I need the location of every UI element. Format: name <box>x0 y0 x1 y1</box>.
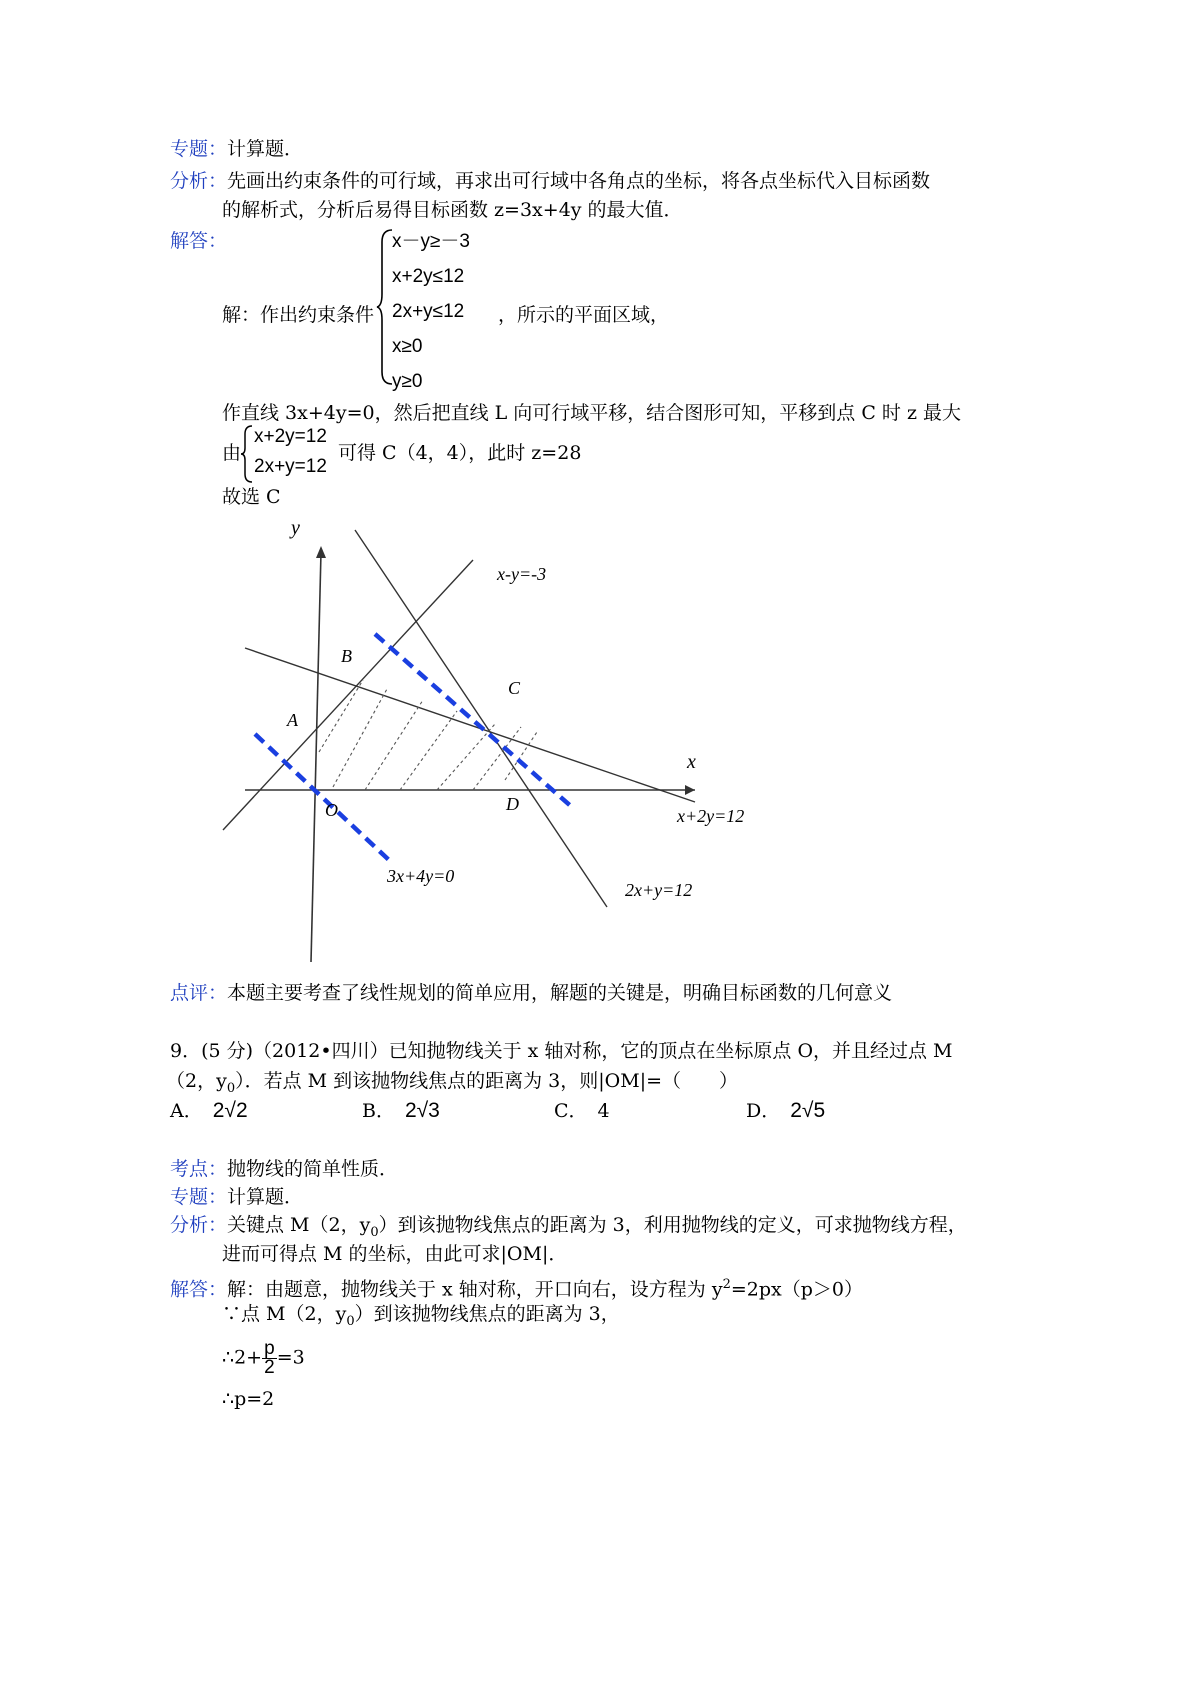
question9-line-1: 9．(5 分)（2012•四川）已知抛物线关于 x 轴对称，它的顶点在坐标原点 O，并且经过点 M <box>170 1040 953 1062</box>
axis-label-x: x <box>687 751 696 773</box>
because-post: ）到该抛物线焦点的距离为 3， <box>354 1303 620 1325</box>
line-label-x-minus-y: x-y=-3 <box>497 564 547 584</box>
choose-answer: 故选 C <box>222 486 281 508</box>
dashed-objective-c <box>375 634 573 808</box>
topic-label: 专题： <box>170 138 228 160</box>
answer2-label: 解答： <box>170 1278 228 1301</box>
axis-label-y: y <box>291 517 300 539</box>
y-axis-arrow-icon <box>316 546 326 558</box>
analysis-line-1: 先画出约束条件的可行域，再求出可行域中各角点的坐标，将各点坐标代入目标函数 <box>227 170 931 192</box>
frac-den: 2 <box>264 1357 275 1378</box>
analysis2-pre: 关键点 M（2，y <box>227 1214 371 1236</box>
answer-label: 解答： <box>170 230 228 252</box>
feasible-region-figure <box>215 512 795 967</box>
analysis2-post: ）到该抛物线焦点的距离为 3，利用抛物线的定义，可求抛物线方程， <box>378 1214 967 1236</box>
from-prefix: 由 <box>222 442 242 464</box>
therefore-row-1 <box>222 1340 305 1377</box>
line-label-2x-plus-y: 2x+y=12 <box>625 880 693 900</box>
point-row <box>170 1156 398 1182</box>
because-pre: ∵点 M（2，y <box>222 1303 347 1325</box>
option-d[interactable] <box>746 1096 825 1123</box>
constraints-list <box>392 224 470 399</box>
topic2-label: 专题： <box>170 1186 228 1208</box>
line-label-x-plus-2y: x+2y=12 <box>677 806 745 826</box>
comment-label: 点评： <box>170 982 228 1004</box>
comment-row <box>170 980 892 1006</box>
point-text: 抛物线的简单性质． <box>227 1158 399 1180</box>
option-c-letter: C． <box>554 1100 588 1122</box>
analysis-row <box>170 168 930 194</box>
point-label-b: B <box>341 646 352 666</box>
analysis-line-2: 的解析式，分析后易得目标函数 z=3x+4y 的最大值． <box>222 199 683 221</box>
option-a-letter: A． <box>170 1100 203 1122</box>
option-b[interactable] <box>362 1096 440 1123</box>
line-x-plus-2y <box>245 648 695 802</box>
analysis2-label: 分析： <box>170 1214 228 1236</box>
q9-line2-pre: （2，y <box>166 1070 227 1092</box>
question9-line-2 <box>166 1068 738 1102</box>
because-sub: 0 <box>346 1313 355 1329</box>
line-label-3x-plus-4y: 3x+4y=0 <box>387 866 455 886</box>
point-label-d: D <box>506 794 519 814</box>
point-label: 考点： <box>170 1158 228 1180</box>
feasible-hatch <box>319 680 537 790</box>
analysis-label: 分析： <box>170 170 228 192</box>
topic2-row <box>170 1184 303 1210</box>
point-label-c: C <box>508 678 521 698</box>
comment-text: 本题主要考查了线性规划的简单应用，解题的关键是，明确目标函数的几何意义 <box>227 982 893 1004</box>
analysis2-sub: 0 <box>370 1224 379 1240</box>
system-eq-2: 2x+y=12 <box>254 456 327 477</box>
dashed-objective-origin <box>255 734 391 862</box>
line-2x-plus-y <box>355 530 607 907</box>
topic-row <box>170 136 303 162</box>
answer2-sup: 2 <box>722 1277 731 1292</box>
fraction-p-over-2 <box>262 1340 277 1377</box>
option-b-letter: B． <box>362 1100 395 1122</box>
therefore1-pre: ∴2+ <box>222 1346 263 1369</box>
option-d-value: 2√5 <box>790 1099 826 1122</box>
solution-suffix: ，所示的平面区域， <box>498 304 670 326</box>
constraint-3: 2x+y≤12 <box>392 301 465 322</box>
option-d-letter: D． <box>746 1100 781 1122</box>
constraint-2: x+2y≤12 <box>392 266 465 287</box>
because-row <box>222 1301 620 1335</box>
system-eq-1: x+2y=12 <box>254 426 327 447</box>
y-axis <box>311 552 321 962</box>
system-brace-icon <box>240 424 254 484</box>
point-label-a: A <box>287 710 298 730</box>
frac-num: p <box>264 1338 275 1359</box>
point-label-o: O <box>325 800 338 820</box>
option-b-value: 2√3 <box>404 1099 440 1122</box>
constraint-5: y≥0 <box>392 371 423 392</box>
system-result: 可得 C（4，4），此时 z=28 <box>338 442 582 464</box>
option-a[interactable] <box>170 1096 248 1123</box>
analysis2-line-2: 进而可得点 M 的坐标，由此可求|OM|． <box>222 1243 568 1265</box>
solution-prefix: 解：作出约束条件 <box>222 304 375 326</box>
option-c-value: 4 <box>597 1100 610 1122</box>
q9-line2-post: ）．若点 M 到该抛物线焦点的距离为 3，则|OM|=（ ） <box>235 1070 739 1092</box>
option-c[interactable] <box>554 1096 610 1123</box>
constraint-1: x－y≥－3 <box>392 231 470 252</box>
therefore1-post: =3 <box>276 1346 305 1369</box>
topic-text: 计算题． <box>227 138 304 160</box>
constraint-4: x≥0 <box>392 336 423 357</box>
line-step: 作直线 3x+4y=0，然后把直线 L 向可行域平移，结合图形可知，平移到点 C 时 z 最大 <box>222 402 961 424</box>
answer2-post: =2px（p＞0） <box>730 1278 864 1301</box>
answer2-pre: 解：由题意，抛物线关于 x 轴对称，开口向右，设方程为 y <box>227 1278 723 1301</box>
therefore-row-2: ∴p=2 <box>222 1388 275 1410</box>
topic2-text: 计算题． <box>227 1186 304 1208</box>
system-list <box>254 422 327 482</box>
option-a-value: 2√2 <box>212 1099 248 1122</box>
answer2-row <box>170 1272 863 1302</box>
q9-line2-sub: 0 <box>226 1080 236 1096</box>
x-axis-arrow-icon <box>685 785 695 795</box>
